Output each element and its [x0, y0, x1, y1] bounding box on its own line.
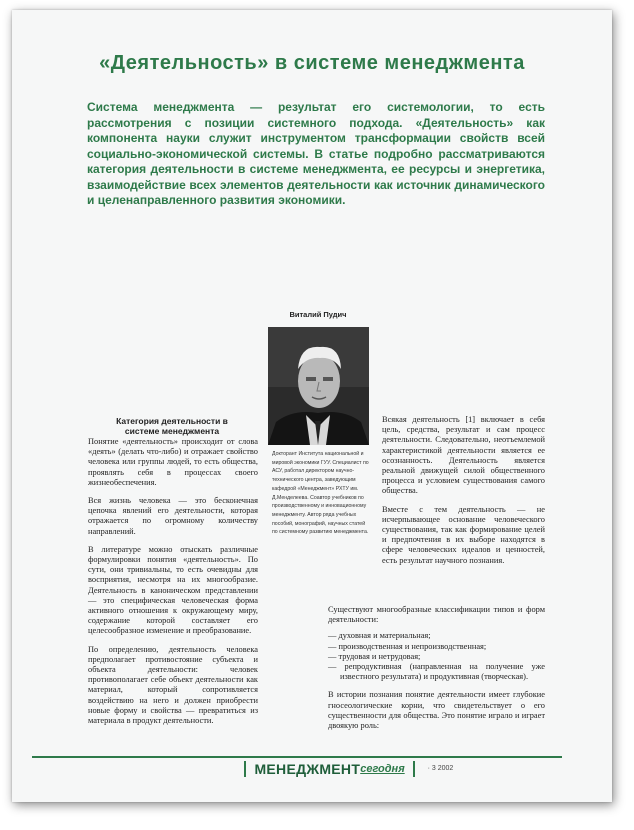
author-photo [268, 327, 369, 445]
paragraph: По определению, деятельность человека предполагает противостояние субъекта и объекта деятельности: человек противополагает себе объект деятельности как материал, который сопротивляется воздействию на него и должен приобрести новые форму и свойства — превратиться из материала в продукт деятельности. [88, 644, 258, 726]
journal-brand-suffix: сегодня [360, 762, 405, 775]
author-name: Виталий Пудич [289, 310, 347, 319]
author-portrait-icon [268, 327, 369, 445]
list-item: — трудовая и нетрудовая; [328, 651, 421, 661]
list-item: — репродуктивная (направленная на получение уже известного результата) и продуктивная (творческая). [328, 662, 545, 682]
right-column-bottom [328, 605, 545, 739]
paragraph: Всякая деятельность [1] включает в себя цель, средства, результат и сам процесс деятельности. Следовательно, неотъемлемой характеристикой деятельности является ее осознанность. Деятельность является реальной движущей силой общественного процесса и условием существования самого общества. [382, 415, 545, 496]
article-title: «Деятельность» в системе менеджмента [99, 52, 525, 74]
list-item: — производственная и непроизводственная; [328, 641, 487, 651]
journal-brand: МЕНЕДЖМЕНТ [254, 760, 361, 777]
author-bio: Докторант Института национальной и мировой экономики ГУУ. Специалист по АСУ, работал директором научно-технического центра, заведующим кафедрой «Менеджмент» РХТУ им. Д.Менделеева. Соавтор учебников по производственному и инновационному менеджменту. Автор ряда учебных пособий, монографий, научных статей по системному развитию менеджмента. [272, 451, 369, 536]
right-column-top [382, 415, 545, 574]
paragraph: В литературе можно отыскать различные формулировки понятия «деятельность». По сути, они тривиальны, то есть очевидны для восприятия, несмотря на их многообразие. Деятельность в каноническом представлении — это специфическая человеческая форма активного отношения к окружающему миру, содержание которой составляет его целесообразное изменение и преобразование. [88, 544, 258, 636]
list-item: — духовная и материальная; [328, 631, 431, 641]
footer-divider [413, 761, 415, 777]
paragraph: Существуют многообразные классификации типов и форм деятельности: [328, 605, 545, 625]
paragraph: Вся жизнь человека — это бесконечная цепочка явлений его деятельности, которая отражается по огромному количеству направлений. [88, 496, 258, 536]
activity-types-list [328, 631, 545, 682]
paragraph: Понятие «деятельность» происходит от слова «деять» (делать что-либо) и отражает свойство человека или группы людей, то есть общества, проявлять себя в процессах своего жизнеобеспечения. [88, 437, 258, 487]
paragraph: Вместе с тем деятельность — не исчерпывающее основание человеческого существования, так как формирование целей и предпочтения в их выборе находятся в сфере человеческих идеалов и ценностей, есть результат научного познания. [382, 504, 545, 565]
journal-page [12, 10, 612, 802]
footer-rule [32, 756, 562, 758]
article-abstract: Система менеджмента — результат его системологии, то есть рассмотрения с позиции системного подхода. «Деятельность» как компонента науки служит инструментом трансформации свойств всей социально-экономической системы. В статье подробно рассматриваются категория деятельности в системе менеджмента, ее ресурсы и энергетика, взаимодействие всех элементов деятельности как источник динамического и целенаправленного развития экономики. [87, 100, 545, 207]
section-heading: Категория деятельности в системе менеджмента [116, 416, 228, 436]
paragraph: В истории познания понятие деятельности имеет глубокие гносеологические корни, что свидетельствует о его существенности для общества. Это понятие играло и играет двоякую роль: [328, 690, 545, 731]
footer-divider [244, 761, 246, 777]
issue-number: · 3 2002 [427, 765, 454, 773]
footer [240, 760, 453, 780]
left-column [88, 437, 258, 734]
